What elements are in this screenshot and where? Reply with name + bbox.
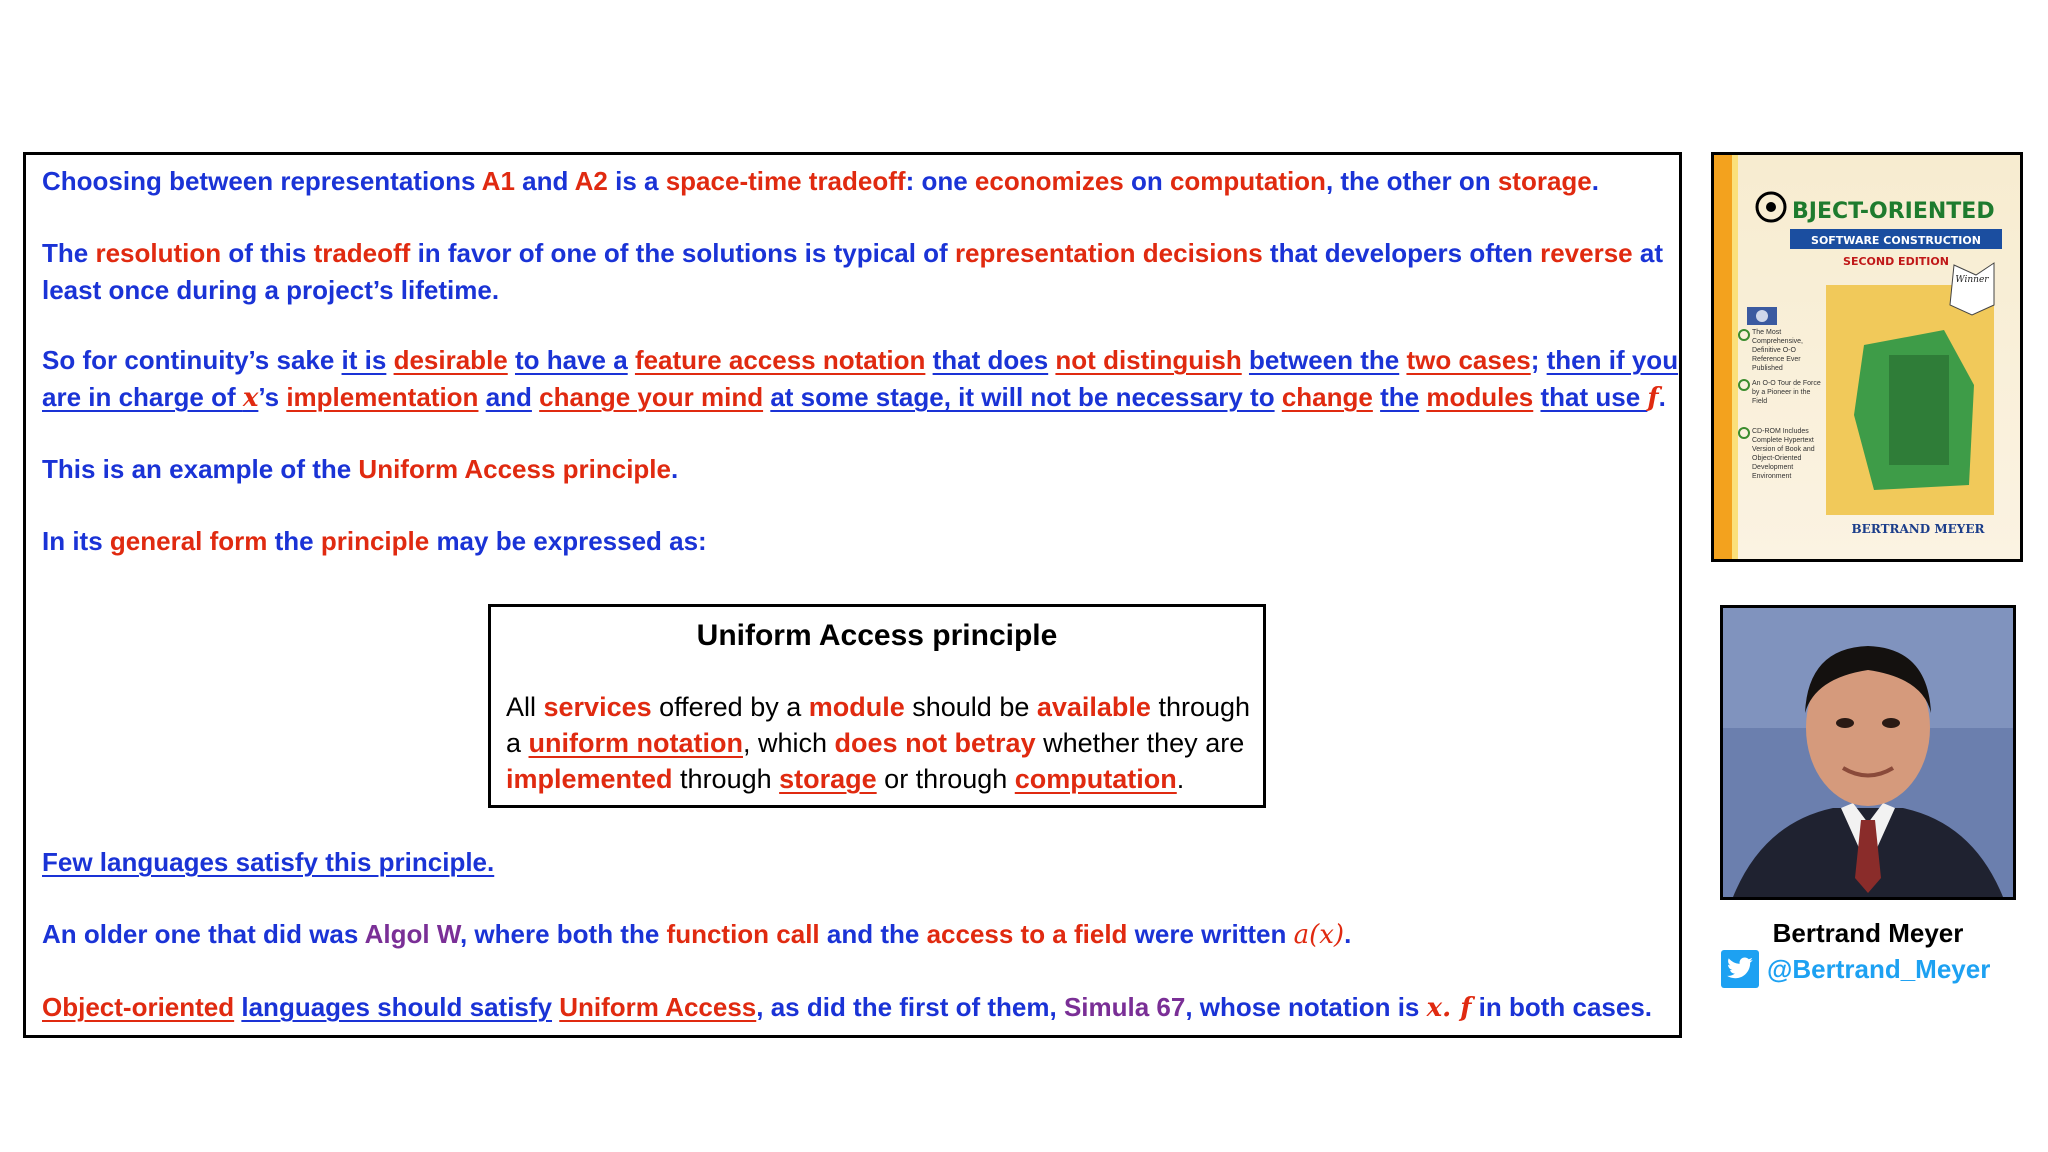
book-winner-badge: Winner xyxy=(1955,275,1989,285)
book-cover-art xyxy=(1714,155,2020,559)
book-note-2: An O-O Tour de Force by a Pioneer in the Field xyxy=(1752,380,1821,405)
book-note-1: The Most Comprehensive, Definitive O-O Reference Ever Published xyxy=(1752,329,1803,372)
book-edition: SECOND EDITION xyxy=(1843,255,1949,268)
paragraph-object-oriented: Object-oriented languages should satisfy Uniform Access, as did the first of them, Simula 67, whose notation is x. f in both cases. xyxy=(42,992,1653,1023)
author-photo xyxy=(1720,605,2016,900)
paragraph-general-form: In its general form the principle may be expressed as: xyxy=(42,526,707,556)
book-subtitle: SOFTWARE CONSTRUCTION xyxy=(1811,234,1981,247)
author-portrait-art xyxy=(1723,608,2013,897)
book-author: BERTRAND MEYER xyxy=(1851,522,1985,536)
paragraph-example: This is an example of the Uniform Access principle. xyxy=(42,454,679,484)
paragraph-tradeoff: Choosing between representations A1 and A2 is a space-time tradeoff: one economizes on computation, the other on storage. xyxy=(42,166,1599,196)
paragraph-resolution: The resolution of this tradeoff in favor of one of the solutions is typical of representation decisions that developers often reverse at least once during a project’s lifetime. xyxy=(42,238,1663,305)
book-title: BJECT-ORIENTED xyxy=(1792,199,1995,224)
slide-content-frame xyxy=(23,152,1682,1038)
paragraph-algol: An older one that did was Algol W, where both the function call and the access to a field were written a(x). xyxy=(42,919,1352,950)
paragraph-continuity: So for continuity’s sake it is desirable to have a feature access notation that does not distinguish between the two cases; then if you are in charge of x’s implementation and change your mind at some stage, it will not be necessary to change the modules that use f. xyxy=(42,345,1679,413)
uniform-access-principle-box xyxy=(488,604,1266,808)
principle-statement: All services offered by a module should be available through a uniform notation, which does not betray whether they are implemented through storage or through computation. xyxy=(506,692,1251,794)
principle-title: Uniform Access principle xyxy=(696,619,1058,652)
book-cover-image xyxy=(1711,152,2023,562)
twitter-handle-link[interactable] xyxy=(1721,950,1990,988)
paragraph-few-languages: Few languages satisfy this principle. xyxy=(42,847,495,877)
book-note-3: CD-ROM Includes Complete Hypertext Version of Book and Object-Oriented Development Environment xyxy=(1752,428,1815,480)
twitter-handle[interactable]: @Bertrand_Meyer xyxy=(1767,953,1991,984)
author-name: Bertrand Meyer xyxy=(1772,918,1964,948)
twitter-bird-icon xyxy=(1721,950,1759,988)
